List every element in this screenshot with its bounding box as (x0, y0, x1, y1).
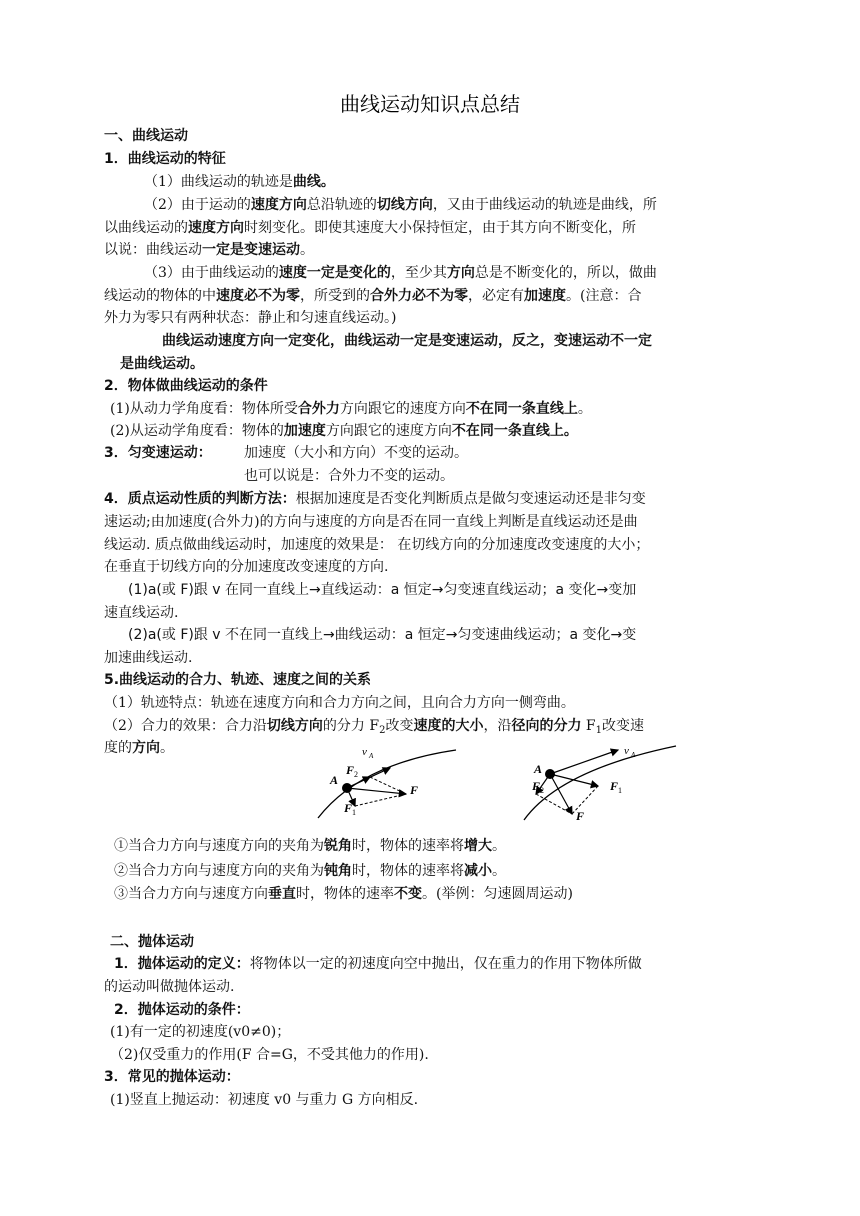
document-title: 曲线运动知识点总结 (340, 92, 520, 116)
uniform-accel-text-2: 也可以说是：合外力不变的运动。 (244, 468, 454, 484)
section-heading-1: 一、曲线运动 (104, 128, 188, 144)
label-a: A (330, 773, 339, 787)
common-projectile-heading: 3．常见的抛体运动： (104, 1069, 240, 1085)
label-f1-sub: 1 (352, 808, 356, 817)
angle-right: ③当合力方向与速度方向垂直时，物体的速率不变。(举例：匀速圆周运动) (114, 886, 573, 902)
label-va: v (624, 745, 629, 757)
label-f1: F (610, 779, 619, 793)
condition-1: (1)从动力学角度看：物体所受合外力方向跟它的速度方向不在同一条直线上。 (110, 401, 592, 417)
label-f: F (410, 783, 419, 797)
velocity-arrow (550, 750, 618, 774)
point-a (342, 783, 352, 793)
figure-obtuse-angle (520, 742, 680, 822)
judge-text-2: 速运动;由加速度(合外力)的方向与速度的方向是否在同一直线上判断是直线运动还是曲 (104, 514, 638, 530)
paragraph-1: （1）曲线运动的轨迹是曲线。 (144, 174, 335, 190)
rule-1b: 速直线运动. (104, 605, 179, 621)
force-effect-a: （2）合力的效果：合力沿切线方向的分力 $F_2$改变速度的大小，沿径向的分力 $F_1$改变速 (104, 718, 645, 736)
trajectory-curve (524, 746, 676, 820)
label-f1-sub: 1 (618, 786, 622, 795)
angle-acute: ①当合力方向与速度方向的夹角为锐角时，物体的速率将增大。 (114, 838, 506, 854)
projectile-definition: 1．抛体运动的定义：将物体以一定的初速度向空中抛出，仅在重力的作用下物体所做 (114, 956, 642, 972)
rule-1a: (1)a(或 F)跟 v 在同一直线上→直线运动：a 恒定→匀变速直线运动；a 变化→变加 (128, 582, 637, 598)
f1-arrow (550, 774, 598, 786)
paragraph-3b: 线运动的物体的中速度必不为零，所受到的合外力必不为零，必定有加速度。(注意：合 (104, 288, 642, 304)
subheading-5: 5.曲线运动的合力、轨迹、速度之间的关系 (104, 672, 372, 688)
emphasis-line-a: 曲线运动速度方向一定变化，曲线运动一定是变速运动，反之，变速运动不一定 (162, 333, 652, 349)
uniform-accel-text-1: 加速度（大小和方向）不变的运动。 (244, 445, 468, 461)
section-heading-2: 二、抛体运动 (110, 934, 194, 950)
projectile-condition-2: （2)仅受重力的作用(F 合=G，不受其他力的作用). (110, 1047, 429, 1063)
projectile-condition-1: (1)有一定的初速度(v0≠0)； (110, 1024, 291, 1040)
label-va: v (362, 746, 367, 758)
paragraph-3c: 外力为零只有两种状态：静止和匀速直线运动。) (104, 310, 397, 326)
subheading-1: 1．曲线运动的特征 (104, 151, 226, 167)
label-f2-sub: 2 (354, 770, 358, 779)
emphasis-line-b: 是曲线运动。 (120, 356, 204, 372)
subheading-3: 3．匀变速运动： (104, 445, 212, 461)
judge-text-4: 在垂直于切线方向的分加速度改变速度的方向. (104, 559, 389, 575)
label-f: F (576, 809, 585, 822)
projectile-definition-b: 的运动叫做抛体运动. (104, 979, 235, 995)
point-a (545, 769, 555, 779)
angle-obtuse: ②当合力方向与速度方向的夹角为钝角时，物体的速率将减小。 (114, 863, 506, 879)
label-f2-sub: 2 (540, 786, 544, 795)
judge-text-3: 线运动. 质点做曲线运动时，加速度的效果是： 在切线方向的分加速度改变速度的大小； (104, 537, 650, 553)
figure-acute-angle (310, 744, 460, 820)
paragraph-2c: 以说：曲线运动一定是变速运动。 (104, 242, 314, 258)
force-effect-b: 度的方向。 (104, 740, 174, 756)
label-a: A (534, 762, 543, 776)
force-arrow (550, 774, 572, 814)
label-va-sub: A (369, 752, 374, 760)
trajectory-curve (318, 750, 456, 818)
paragraph-3a: （3）由于曲线运动的速度一定是变化的，至少其方向总是不断变化的，所以，做曲 (144, 265, 657, 281)
force-arrow (347, 788, 406, 794)
subheading-4-line: 4．质点运动性质的判断方法：根据加速度是否变化判断质点是做匀变速运动还是非匀变 (104, 491, 646, 507)
label-va-sub: A (631, 751, 636, 759)
label-f2: F (346, 763, 355, 777)
paragraph-2a: （2）由于运动的速度方向总沿轨迹的切线方向，又由于曲线运动的轨迹是曲线，所 (144, 197, 657, 213)
vertical-throw: (1)竖直上抛运动：初速度 v0 与重力 G 方向相反. (110, 1092, 419, 1108)
label-f2: F (532, 779, 541, 793)
condition-2: (2)从运动学角度看：物体的加速度方向跟它的速度方向不在同一条直线上。 (110, 423, 578, 439)
rule-2b: 加速曲线运动. (104, 650, 193, 666)
trajectory-feature: （1）轨迹特点：轨迹在速度方向和合力方向之间，且向合力方向一侧弯曲。 (104, 695, 575, 711)
label-f1: F (344, 801, 353, 815)
paragraph-2b: 以曲线运动的速度方向时刻变化。即使其速度大小保持恒定，由于其方向不断变化，所 (104, 220, 636, 236)
rule-2a: (2)a(或 F)跟 v 不在同一直线上→曲线运动：a 恒定→匀变速曲线运动；a 变化→变 (128, 627, 637, 643)
projectile-conditions-heading: 2．抛体运动的条件： (114, 1002, 250, 1018)
subheading-2: 2．物体做曲线运动的条件 (104, 378, 268, 394)
